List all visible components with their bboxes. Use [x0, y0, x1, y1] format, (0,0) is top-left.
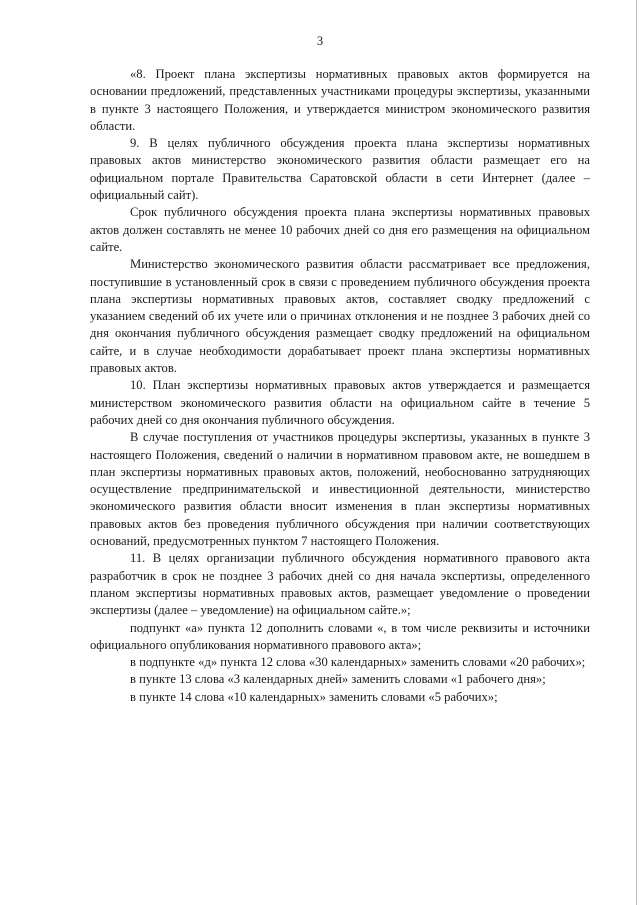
page-number: 3 — [316, 34, 324, 48]
paragraph-ministry-review: Министерство экономического развития области рассматривает все предложения, поступившие в установленный срок в связи с проведением публичного обсуждения проекта плана экспертизы нормативных правовых актов, составляет сводку предложений с указанием сведений об их учете или о причинах отклонения и не позднее 3 рабочих дней со дня окончания публичного обсуждения размещает сводку предложений на официальном сайте, и в случае необходимости дорабатывает проект плана экспертизы нормативных правовых актов. — [90, 257, 590, 376]
paragraph-amend-12a: подпункт «а» пункта 12 дополнить словами «, в том числе реквизиты и источники официального опубликования нормативного правового акта»; — [90, 620, 590, 652]
paragraph-item-9: 9. В целях публичного обсуждения проекта плана экспертизы нормативных правовых актов министерство экономического развития области размещает его на официальном портале Правительства Саратовской области в сети Интернет (далее – официальный сайт). — [90, 136, 590, 203]
paragraph-item-8: «8. Проект плана экспертизы нормативных правовых актов формируется на основании предложений, представленных участниками процедуры экспертизы, указанными в пункте 3 настоящего Положения, и утверждается министром экономического развития области. — [90, 67, 590, 133]
paragraph-plan-changes: В случае поступления от участников процедуры экспертизы, указанных в пункте 3 настоящего Положения, сведений о наличии в нормативном правовом акте, не вошедшем в план экспертизы нормативных правовых актов, положений, необоснованно затрудняющих осуществление предпринимательской и инвестиционной деятельности, министерство экономического развития области вносит изменения в план экспертизы нормативных правовых актов без проведения публичного обсуждения при наличии соответствующих оснований, предусмотренных пунктом 7 настоящего Положения. — [90, 430, 590, 549]
paragraph-item-11: 11. В целях организации публичного обсуждения нормативного правового акта разработчик в срок не позднее 3 рабочих дней со дня начала экспертизы, определенного планом экспертизы нормативных правовых актов, размещает уведомление о проведении экспертизы (далее – уведомление) на официальном сайте.»; — [90, 551, 590, 618]
paragraph-item-10: 10. План экспертизы нормативных правовых актов утверждается и размещается министерством экономического развития области на официальном сайте в течение 5 рабочих дней со дня окончания публичного обсуждения. — [90, 378, 590, 427]
paragraph-amend-13: в пункте 13 слова «3 календарных дней» заменить словами «1 рабочего дня»; — [130, 672, 546, 687]
document-body — [90, 66, 590, 706]
paragraph-amend-14: в пункте 14 слова «10 календарных» заменить словами «5 рабочих»; — [130, 689, 498, 704]
scan-edge-line — [636, 0, 637, 905]
paragraph-amend-12d: в подпункте «д» пункта 12 слова «30 календарных» заменить словами «20 рабочих»; — [130, 655, 586, 670]
paragraph-discussion-term: Срок публичного обсуждения проекта плана экспертизы нормативных правовых актов должен составлять не менее 10 рабочих дней со дня его размещения на официальном сайте. — [90, 205, 590, 254]
